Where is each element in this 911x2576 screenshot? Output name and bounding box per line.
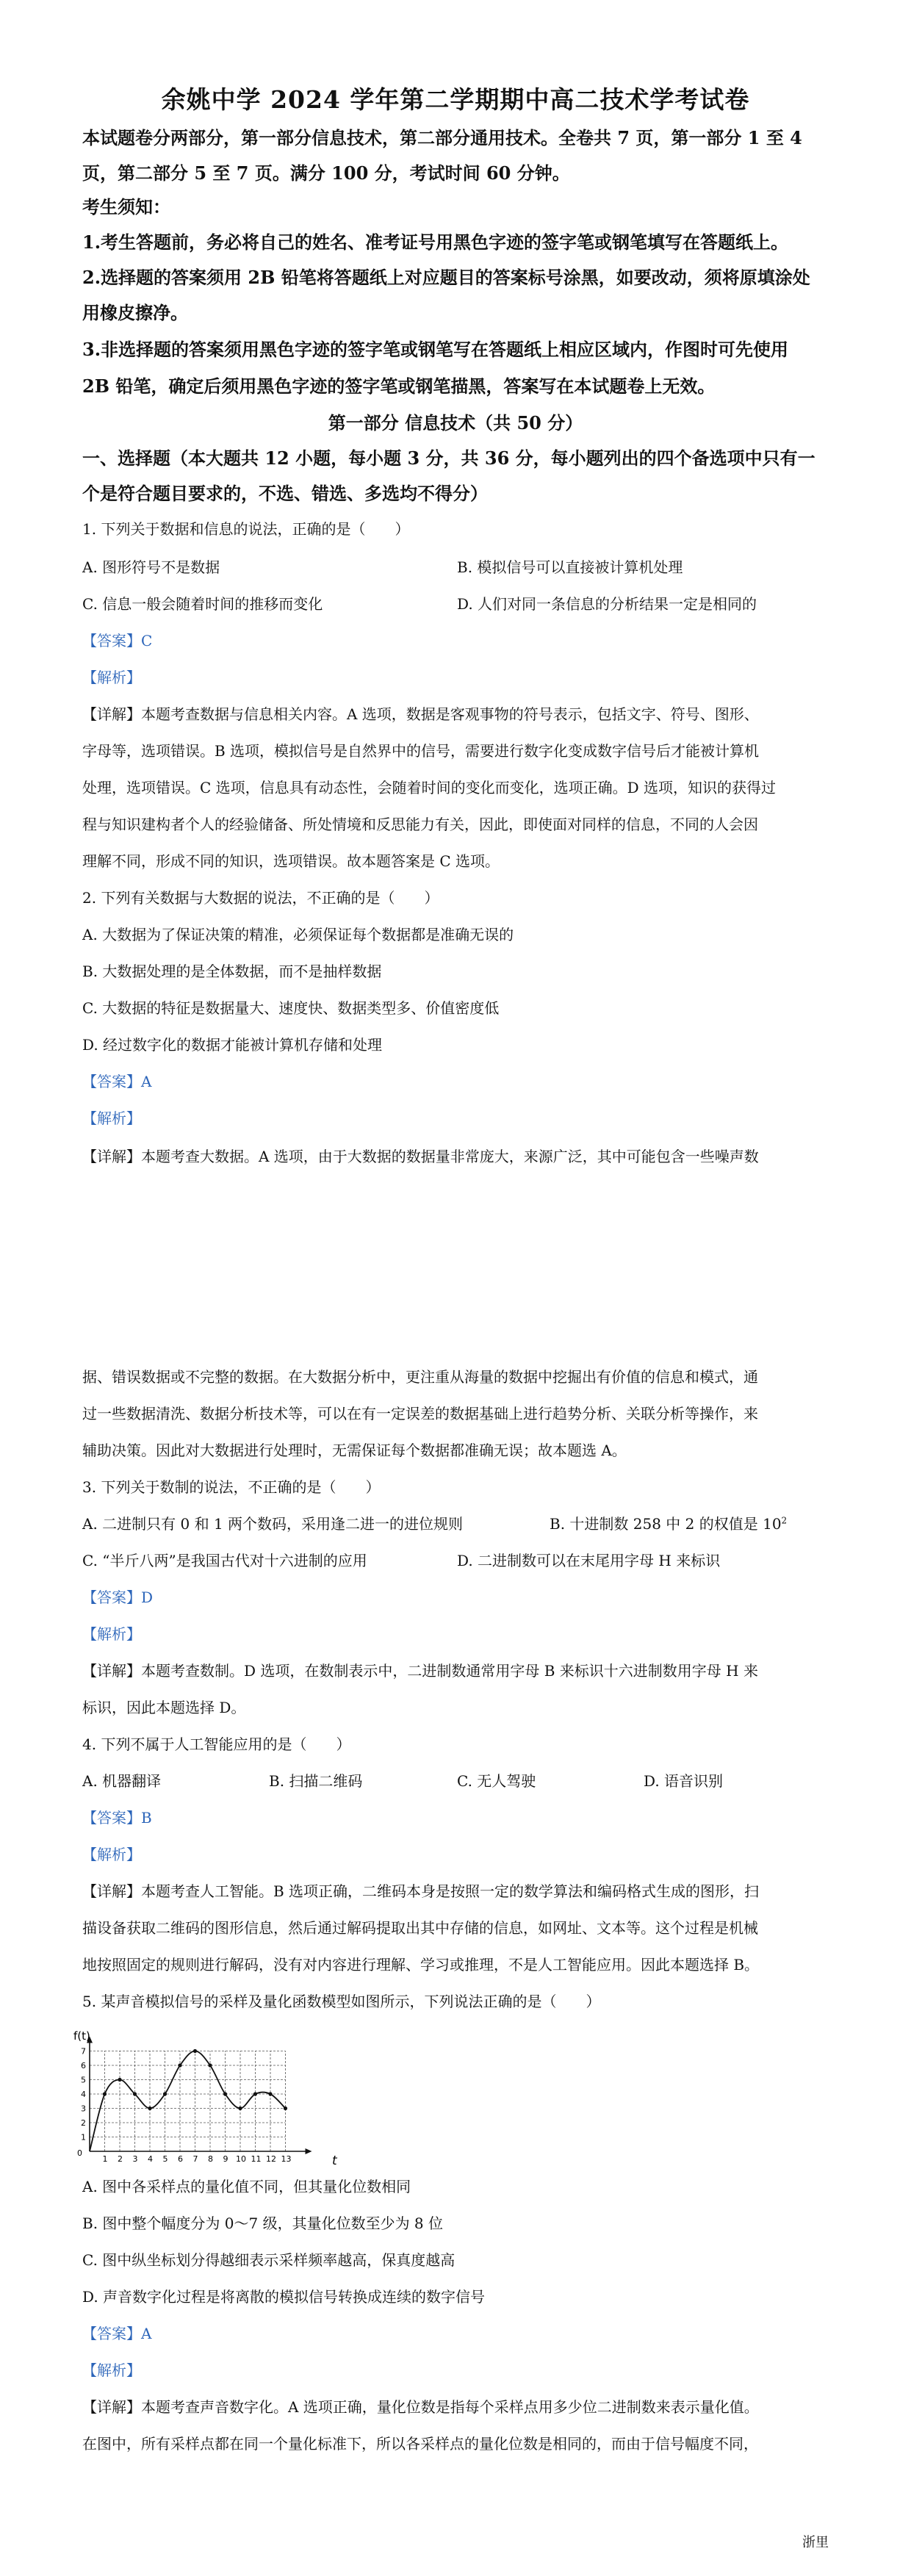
q5-stem: 5. 某声音模拟信号的采样及量化函数模型如图所示，下列说法正确的是（ ） [82, 1993, 601, 2010]
y-tick-label: 2 [81, 2118, 86, 2128]
q1-analysis-label: 【解析】 [82, 669, 141, 686]
q5-detail-line: 【详解】本题考查声音数字化。A 选项正确，量化位数是指每个采样点用多少位二进制数来表示量化值。 [82, 2398, 759, 2416]
x-tick-label: 2 [118, 2154, 123, 2164]
sample-point [178, 2063, 181, 2067]
q5-option-b: B. 图中整个幅度分为 0～7 级，其量化位数至少为 8 位 [82, 2215, 444, 2232]
sample-point [238, 2107, 242, 2110]
section1-heading-line-1: 一、选择题（本大题共 12 小题，每小题 3 分，共 36 分，每小题列出的四个备选项中只有一 [82, 447, 815, 469]
q3-analysis-label: 【解析】 [82, 1625, 141, 1643]
note-1: 1.考生答题前，务必将自己的姓名、准考证号用黑色字迹的签字笔或钢笔填写在答题纸上。 [82, 231, 789, 253]
q3-answer: 【答案】D [82, 1589, 154, 1606]
q3-detail-line: 【详解】本题考查数制。D 选项，在数制表示中，二进制数通常用字母 B 来标识十六进制数用字母 H 来 [82, 1662, 758, 1680]
x-axis-arrow [306, 2148, 312, 2154]
q2-option-a: A. 大数据为了保证决策的精准，必须保证每个数据都是准确无误的 [82, 926, 514, 943]
sample-point [148, 2107, 151, 2110]
q5-analysis-label: 【解析】 [82, 2361, 141, 2379]
signal-curve [90, 2051, 286, 2152]
q5-option-d: D. 声音数字化过程是将离散的模拟信号转换成连续的数字信号 [82, 2288, 486, 2306]
q1-answer: 【答案】C [82, 632, 153, 650]
y-axis-label: f(t) [73, 2029, 90, 2043]
q1-detail-line: 处理，选项错误。C 选项，信息具有动态性，会随着时间的变化而变化，选项正确。D 选项，知识的获得过 [82, 779, 777, 796]
q1-option-d: D. 人们对同一条信息的分析结果一定是相同的 [457, 595, 757, 613]
q5-option-a: A. 图中各采样点的量化值不同，但其量化位数相同 [82, 2178, 411, 2195]
part1-heading: 第一部分 信息技术（共 50 分） [328, 412, 583, 433]
intro-line-1 [82, 123, 832, 191]
sample-point [103, 2092, 107, 2095]
q3-stem: 3. 下列关于数制的说法，不正确的是（ ） [82, 1478, 381, 1496]
sample-point [284, 2107, 287, 2110]
chart-axes [87, 2037, 312, 2155]
y-tick-label: 4 [81, 2090, 86, 2099]
q3-option-d: D. 二进制数可以在末尾用字母 H 来标识 [457, 1552, 721, 1569]
chart-grid [90, 2051, 286, 2152]
y-tick-label: 7 [81, 2046, 86, 2057]
x-tick-label: 4 [148, 2154, 153, 2164]
sample-point [193, 2049, 197, 2053]
q2-detail-line: 据、错误数据或不完整的数据。在大数据分析中，更注重从海量的数据中挖掘出有价值的信息和模式，通 [82, 1368, 758, 1386]
intro-text: 本试题卷分两部分，第一部分信息技术，第二部分通用技术。全卷共 7 页，第一部分 1 至 4 页，第二部分 5 至 7 页。满分 100 分，考试时间 60 分钟。 [82, 127, 802, 184]
q4-stem: 4. 下列不属于人工智能应用的是（ ） [82, 1735, 351, 1753]
q1-detail-line: 【详解】本题考查数据与信息相关内容。A 选项，数据是客观事物的符号表示，包括文字、符号、图形、 [82, 705, 759, 723]
q2-option-c: C. 大数据的特征是数据量大、速度快、数据类型多、价值密度低 [82, 999, 500, 1017]
q1-option-b: B. 模拟信号可以直接被计算机处理 [457, 558, 683, 576]
x-tick-label: 6 [178, 2154, 183, 2164]
sample-point [268, 2092, 272, 2095]
x-tick-label: 13 [281, 2154, 292, 2164]
note-2-line-2: 用橡皮擦净。 [82, 302, 188, 323]
sample-point [253, 2092, 257, 2095]
q4-detail-line: 描设备获取二维码的图形信息，然后通过解码提取出其中存储的信息，如网址、文本等。这个过程是机械 [82, 1919, 758, 1937]
x-tick-label: 3 [132, 2154, 138, 2164]
q2-answer: 【答案】A [82, 1073, 152, 1090]
q2-option-d: D. 经过数字化的数据才能被计算机存储和处理 [82, 1036, 383, 1054]
q2-detail-line: 辅助决策。因此对大数据进行处理时，无需保证每个数据都准确无误；故本题选 A。 [82, 1442, 627, 1459]
q1-detail-line: 程与知识建构者个人的经验储备、所处情境和反思能力有关，因此，即使面对同样的信息，不同的人会因 [82, 816, 758, 833]
x-tick-label: 12 [266, 2154, 276, 2164]
q2-analysis-label: 【解析】 [82, 1109, 141, 1127]
q1-option-c: C. 信息一般会随着时间的推移而变化 [82, 595, 323, 613]
q3-detail-line: 标识，因此本题选择 D。 [82, 1699, 246, 1716]
sample-point [163, 2092, 167, 2095]
q3-option-a: A. 二进制只有 0 和 1 两个数码，采用逢二进一的进位规则 [82, 1515, 464, 1533]
q3-option-b-exponent: 2 [781, 1515, 788, 1526]
q2-detail-line: 【详解】本题考查大数据。A 选项，由于大数据的数据量非常庞大，来源广泛，其中可能包含一些噪声数 [82, 1148, 759, 1165]
page-title: 余姚中学 2024 学年第二学期期中高二技术学考试卷 [161, 85, 750, 114]
q3-option-b [550, 1512, 787, 1533]
sample-point [118, 2078, 121, 2082]
q1-detail-line: 字母等，选项错误。B 选项，模拟信号是自然界中的信号，需要进行数字化变成数字信号后才能被计算机 [82, 742, 760, 760]
y-tick-label: 1 [81, 2132, 86, 2143]
q4-option-a: A. 机器翻译 [82, 1772, 162, 1790]
q4-option-d: D. 语音识别 [644, 1772, 724, 1790]
q4-option-c: C. 无人驾驶 [457, 1772, 536, 1790]
footer-mark: 浙里 [802, 2535, 829, 2550]
x-tick-label: 11 [251, 2154, 262, 2164]
q1-stem: 1. 下列关于数据和信息的说法，正确的是（ ） [82, 520, 410, 538]
q4-option-b: B. 扫描二维码 [269, 1772, 363, 1790]
chart-curve [90, 2051, 286, 2152]
notes-heading: 考生须知： [82, 196, 170, 217]
sample-point [223, 2092, 227, 2095]
x-tick-label: 8 [208, 2154, 213, 2164]
section1-heading-line-2: 个是符合题目要求的，不选、错选、多选均不得分） [82, 483, 488, 504]
q5-option-c: C. 图中纵坐标划分得越细表示采样频率越高，保真度越高 [82, 2251, 455, 2269]
x-tick-label: 1 [102, 2154, 108, 2164]
q3-option-b-text: B. 十进制数 258 中 2 的权值是 10 [550, 1515, 782, 1533]
y-tick-label: 5 [81, 2075, 86, 2085]
x-axis-label: t [332, 2154, 337, 2168]
x-tick-label: 10 [236, 2154, 246, 2164]
q4-detail-line: 地按照固定的规则进行解码，没有对内容进行理解、学习或推理，不是人工智能应用。因此本题选择 B。 [82, 1956, 760, 1974]
q2-detail-line: 过一些数据清洗、数据分析技术等，可以在有一定误差的数据基础上进行趋势分析、关联分析等操作，来 [82, 1405, 758, 1422]
sampling-quantization-figure [73, 2029, 353, 2169]
x-tick-label: 5 [162, 2154, 168, 2164]
q3-option-c: C. “半斤八两”是我国古代对十六进制的应用 [82, 1552, 367, 1569]
q1-option-a: A. 图形符号不是数据 [82, 558, 220, 576]
note-3-line-2: 2B 铅笔，确定后须用黑色字迹的签字笔或钢笔描黑，答案写在本试题卷上无效。 [82, 375, 716, 397]
q5-answer: 【答案】A [82, 2325, 152, 2342]
q1-detail-line: 理解不同，形成不同的知识，选项错误。故本题答案是 C 选项。 [82, 852, 500, 870]
y-tick-label: 6 [81, 2061, 86, 2070]
sample-point [208, 2063, 212, 2067]
origin-label: 0 [77, 2148, 82, 2158]
q4-answer: 【答案】B [82, 1809, 152, 1827]
chart-ticks [81, 2047, 292, 2165]
q4-detail-line: 【详解】本题考查人工智能。B 选项正确，二维码本身是按照一定的数学算法和编码格式生成的图形，扫 [82, 1882, 760, 1900]
x-tick-label: 9 [223, 2154, 228, 2164]
q2-option-b: B. 大数据处理的是全体数据，而不是抽样数据 [82, 963, 382, 980]
q2-stem: 2. 下列有关数据与大数据的说法，不正确的是（ ） [82, 889, 439, 907]
note-2-line-1: 2.选择题的答案须用 2B 铅笔将答题纸上对应题目的答案标号涂黑，如要改动，须将原填涂处 [82, 267, 810, 288]
x-tick-label: 7 [192, 2154, 198, 2164]
note-3-line-1: 3.非选择题的答案须用黑色字迹的签字笔或钢笔写在答题纸上相应区域内，作图时可先使用 [82, 339, 789, 360]
q4-analysis-label: 【解析】 [82, 1846, 141, 1863]
q5-detail-line: 在图中，所有采样点都在同一个量化标准下，所以各采样点的量化位数是相同的，而由于信号幅度不同， [82, 2435, 758, 2453]
y-tick-label: 3 [81, 2104, 86, 2114]
sample-point [133, 2092, 137, 2095]
